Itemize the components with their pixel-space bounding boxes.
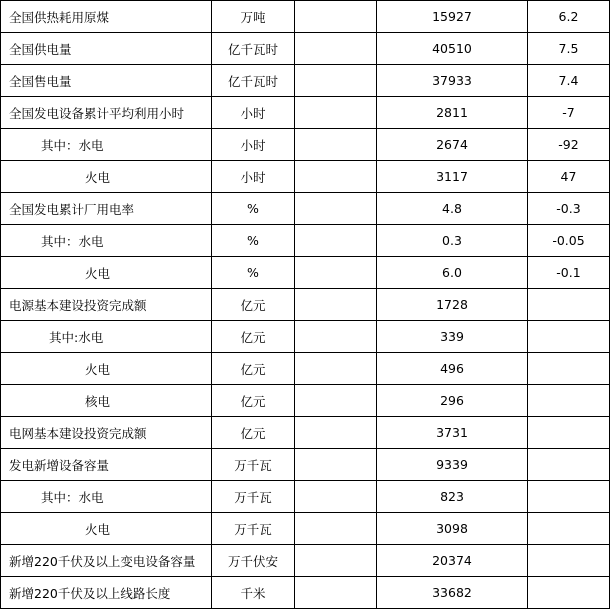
unit-cell: 亿元 [212, 289, 295, 321]
table-row [1, 129, 610, 161]
unit-cell: 亿元 [212, 385, 295, 417]
indicator-name-cell: 其中：水电 [1, 225, 212, 257]
value-cell: 15927 [377, 1, 528, 33]
table-row [1, 1, 610, 33]
table-row [1, 321, 610, 353]
change-cell: -7 [528, 97, 610, 129]
empty-cell [295, 1, 377, 33]
change-cell [528, 513, 610, 545]
value-cell: 3731 [377, 417, 528, 449]
table-row [1, 193, 610, 225]
empty-cell [295, 289, 377, 321]
empty-cell [295, 449, 377, 481]
indicator-name-cell: 全国供电量 [1, 33, 212, 65]
empty-cell [295, 385, 377, 417]
value-cell: 1728 [377, 289, 528, 321]
value-cell: 296 [377, 385, 528, 417]
change-cell: 47 [528, 161, 610, 193]
change-cell [528, 545, 610, 577]
table-row [1, 97, 610, 129]
value-cell: 40510 [377, 33, 528, 65]
unit-cell: 万吨 [212, 1, 295, 33]
empty-cell [295, 33, 377, 65]
empty-cell [295, 417, 377, 449]
table-row [1, 577, 610, 609]
indicator-name-cell: 新增220千伏及以上线路长度 [1, 577, 212, 609]
change-cell [528, 481, 610, 513]
table-row [1, 449, 610, 481]
change-cell [528, 353, 610, 385]
change-cell [528, 321, 610, 353]
unit-cell: 亿千瓦时 [212, 65, 295, 97]
table-row [1, 513, 610, 545]
indicator-name-cell: 其中：水电 [1, 481, 212, 513]
unit-cell: % [212, 193, 295, 225]
change-cell: 7.4 [528, 65, 610, 97]
empty-cell [295, 353, 377, 385]
unit-cell: % [212, 257, 295, 289]
value-cell: 0.3 [377, 225, 528, 257]
value-cell: 3098 [377, 513, 528, 545]
value-cell: 9339 [377, 449, 528, 481]
value-cell: 823 [377, 481, 528, 513]
empty-cell [295, 129, 377, 161]
unit-cell: 万千瓦 [212, 513, 295, 545]
value-cell: 2674 [377, 129, 528, 161]
unit-cell: 小时 [212, 161, 295, 193]
table-row [1, 257, 610, 289]
indicator-name-cell: 全国供热耗用原煤 [1, 1, 212, 33]
empty-cell [295, 577, 377, 609]
empty-cell [295, 513, 377, 545]
empty-cell [295, 65, 377, 97]
unit-cell: 万千伏安 [212, 545, 295, 577]
change-cell [528, 449, 610, 481]
empty-cell [295, 193, 377, 225]
empty-cell [295, 225, 377, 257]
table-row [1, 385, 610, 417]
indicator-name-cell: 其中：水电 [1, 129, 212, 161]
unit-cell: 万千瓦 [212, 481, 295, 513]
value-cell: 496 [377, 353, 528, 385]
unit-cell: % [212, 225, 295, 257]
empty-cell [295, 97, 377, 129]
unit-cell: 小时 [212, 97, 295, 129]
table-row [1, 225, 610, 257]
empty-cell [295, 161, 377, 193]
indicator-name-cell: 火电 [1, 353, 212, 385]
indicator-name-cell: 核电 [1, 385, 212, 417]
change-cell: 6.2 [528, 1, 610, 33]
value-cell: 339 [377, 321, 528, 353]
change-cell: -0.05 [528, 225, 610, 257]
statistics-table-body [1, 1, 610, 609]
change-cell [528, 385, 610, 417]
table-row [1, 481, 610, 513]
value-cell: 2811 [377, 97, 528, 129]
change-cell [528, 289, 610, 321]
indicator-name-cell: 发电新增设备容量 [1, 449, 212, 481]
unit-cell: 万千瓦 [212, 449, 295, 481]
indicator-name-cell: 全国售电量 [1, 65, 212, 97]
table-row [1, 353, 610, 385]
unit-cell: 亿元 [212, 417, 295, 449]
indicator-name-cell: 新增220千伏及以上变电设备容量 [1, 545, 212, 577]
unit-cell: 亿元 [212, 353, 295, 385]
indicator-name-cell: 其中:水电 [1, 321, 212, 353]
value-cell: 3117 [377, 161, 528, 193]
indicator-name-cell: 火电 [1, 513, 212, 545]
table-row [1, 545, 610, 577]
change-cell: 7.5 [528, 33, 610, 65]
empty-cell [295, 545, 377, 577]
indicator-name-cell: 火电 [1, 257, 212, 289]
table-row [1, 289, 610, 321]
indicator-name-cell: 全国发电累计厂用电率 [1, 193, 212, 225]
unit-cell: 亿千瓦时 [212, 33, 295, 65]
value-cell: 6.0 [377, 257, 528, 289]
value-cell: 33682 [377, 577, 528, 609]
change-cell: -92 [528, 129, 610, 161]
table-row [1, 33, 610, 65]
table-row [1, 417, 610, 449]
indicator-name-cell: 全国发电设备累计平均利用小时 [1, 97, 212, 129]
unit-cell: 亿元 [212, 321, 295, 353]
unit-cell: 千米 [212, 577, 295, 609]
indicator-name-cell: 火电 [1, 161, 212, 193]
unit-cell: 小时 [212, 129, 295, 161]
empty-cell [295, 481, 377, 513]
table-row [1, 161, 610, 193]
value-cell: 37933 [377, 65, 528, 97]
change-cell [528, 417, 610, 449]
change-cell: -0.3 [528, 193, 610, 225]
change-cell: -0.1 [528, 257, 610, 289]
indicator-name-cell: 电源基本建设投资完成额 [1, 289, 212, 321]
value-cell: 20374 [377, 545, 528, 577]
change-cell [528, 577, 610, 609]
value-cell: 4.8 [377, 193, 528, 225]
indicator-name-cell: 电网基本建设投资完成额 [1, 417, 212, 449]
empty-cell [295, 257, 377, 289]
table-row [1, 65, 610, 97]
empty-cell [295, 321, 377, 353]
